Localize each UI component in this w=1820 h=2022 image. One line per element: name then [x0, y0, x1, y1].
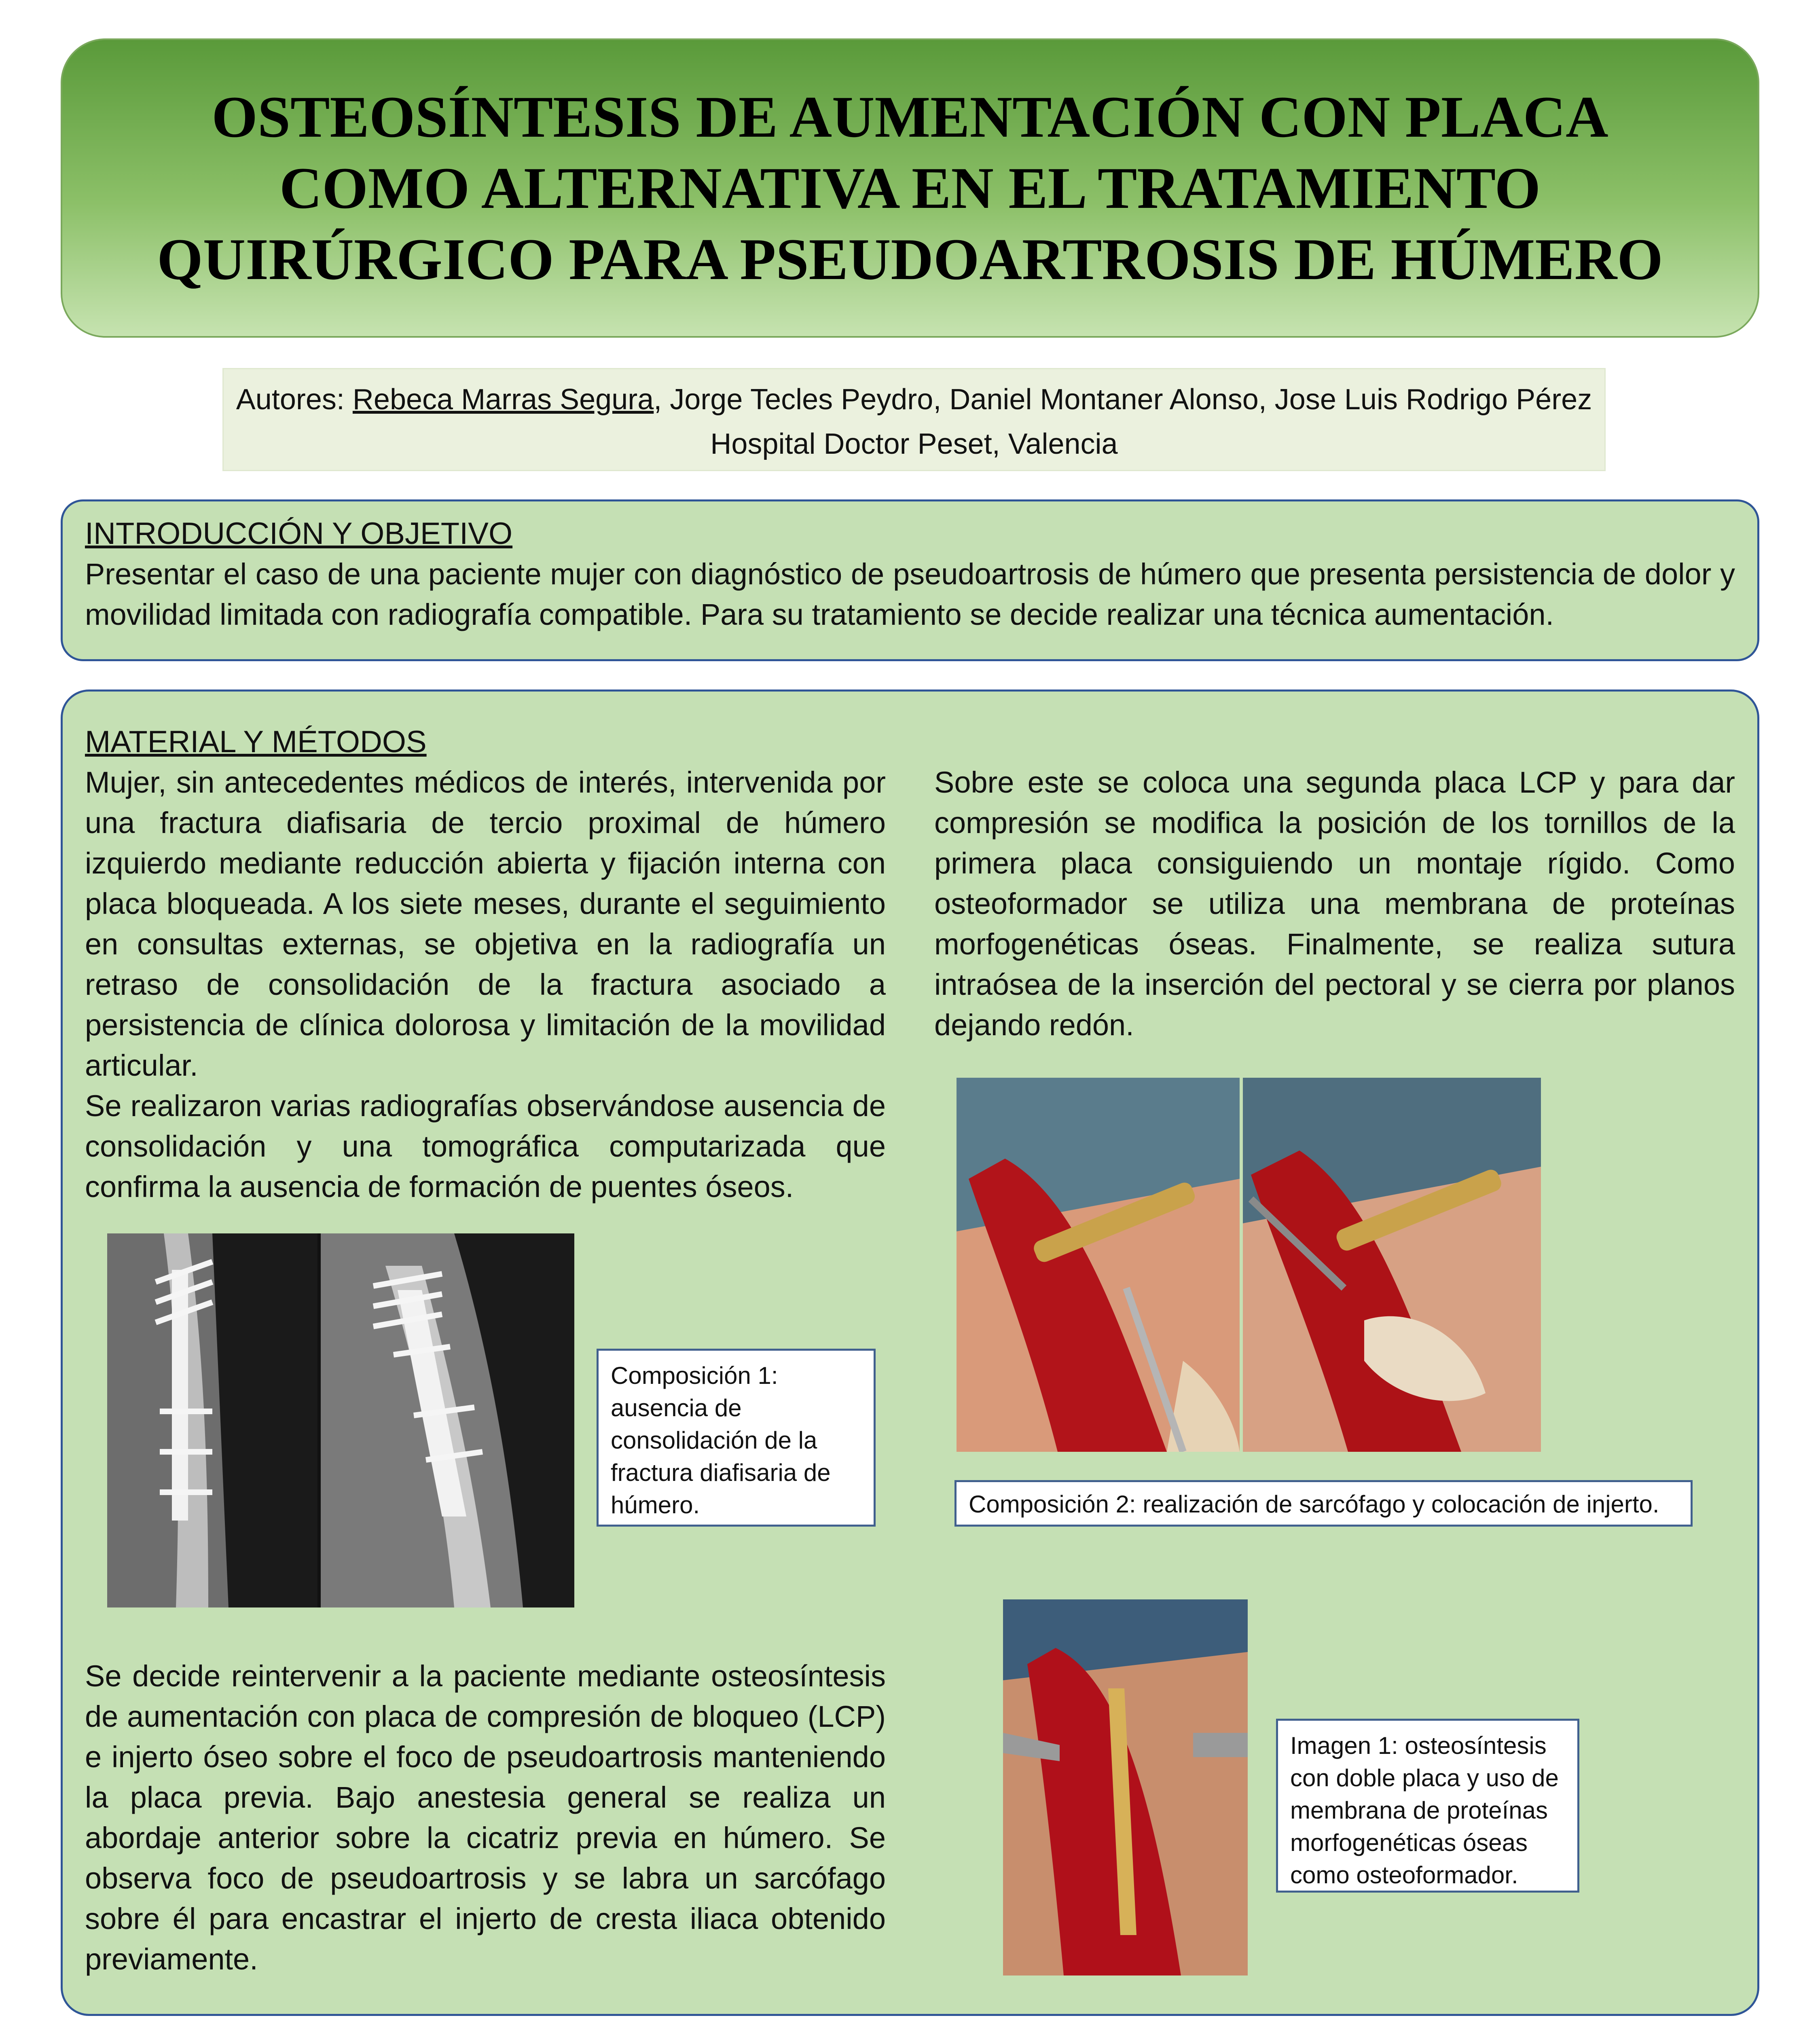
intro-text: Presentar el caso de una paciente mujer con diagnóstico de pseudoartrosis de húmero que presenta persistencia de dolor y movilidad limitada con radiografía compatible. Para su tratamiento se decide realizar una técnica aumentación. — [85, 557, 1735, 631]
first-author: Rebeca Marras Segura — [352, 383, 654, 416]
hospital-affiliation: Hospital Doctor Peset, Valencia — [710, 428, 1118, 460]
xray-composition-1 — [107, 1233, 574, 1607]
authors-box — [222, 368, 1606, 471]
authors-line — [224, 377, 1604, 422]
methods-paragraph-1: Mujer, sin antecedentes médicos de interés, intervenida por una fractura diafisaria de tercio proximal de húmero izquierdo mediante reducción abierta y fijación interna con placa bloqueada. A los siete meses, durante el seguimiento en consultas externas, se objetiva en la radiografía un retraso de consolidación de la fractura asociado a persistencia de clínica dolorosa y limitación de la movilidad articular. — [85, 766, 886, 1082]
other-authors: , Jorge Tecles Peydro, Daniel Montaner Alonso, Jose Luis Rodrigo Pérez — [654, 383, 1592, 416]
intro-heading: INTRODUCCIÓN Y OBJETIVO — [85, 516, 513, 551]
methods-paragraph-2: Se realizaron varias radiografías observándose ausencia de consolidación y una tomográfica computarizada que confirma la ausencia de formación de puentes óseos. — [85, 1089, 886, 1203]
surgery-composition-2 — [957, 1078, 1541, 1452]
methods-left-top — [85, 722, 886, 1207]
caption-composition-2: Composición 2: realización de sarcófago y colocación de injerto. — [954, 1480, 1693, 1527]
methods-heading: MATERIAL Y MÉTODOS — [85, 725, 427, 759]
methods-paragraph-4: Se decide reintervenir a la paciente mediante osteosíntesis de aumentación con placa de compresión de bloqueo (LCP) e injerto óseo sobre el foco de pseudoartrosis manteniendo la placa previa. Bajo anestesia general se realiza un abordaje anterior sobre la cicatriz previa en húmero. Se observa foco de pseudoartrosis y se labra un sarcófago sobre él para encastrar el injerto de cresta iliaca obtenido previamente. — [85, 1659, 886, 1976]
surgery-photo-left — [957, 1078, 1240, 1452]
caption-composition-1: Composición 1: ausencia de consolidación de la fractura diafisaria de húmero. — [597, 1349, 876, 1527]
surgery-image-1 — [1003, 1599, 1248, 1975]
caption-image-1: Imagen 1: osteosíntesis con doble placa y uso de membrana de proteínas morfogenéticas óseas como osteoformador. — [1276, 1719, 1579, 1893]
title-banner — [61, 38, 1759, 338]
poster-title: OSTEOSÍNTESIS DE AUMENTACIÓN CON PLACA COMO ALTERNATIVA EN EL TRATAMIENTO QUIRÚRGICO PARA PSEUDOARTROSIS DE HÚMERO — [157, 84, 1663, 292]
authors-prefix: Autores: — [236, 383, 353, 416]
xray-image-right — [321, 1233, 574, 1607]
intro-panel — [61, 499, 1759, 661]
methods-paragraph-3: Sobre este se coloca una segunda placa LCP y para dar compresión se modifica la posición de los tornillos de la primera placa consiguiendo un montaje rígido. Como osteoformador se utiliza una membrana de proteínas morfogenéticas óseas. Finalmente, se realiza sutura intraósea de la inserción del pectoral y se cierra por planos dejando redón. — [934, 766, 1735, 1042]
xray-image-left — [107, 1233, 317, 1607]
surgery-photo-right — [1243, 1078, 1541, 1452]
